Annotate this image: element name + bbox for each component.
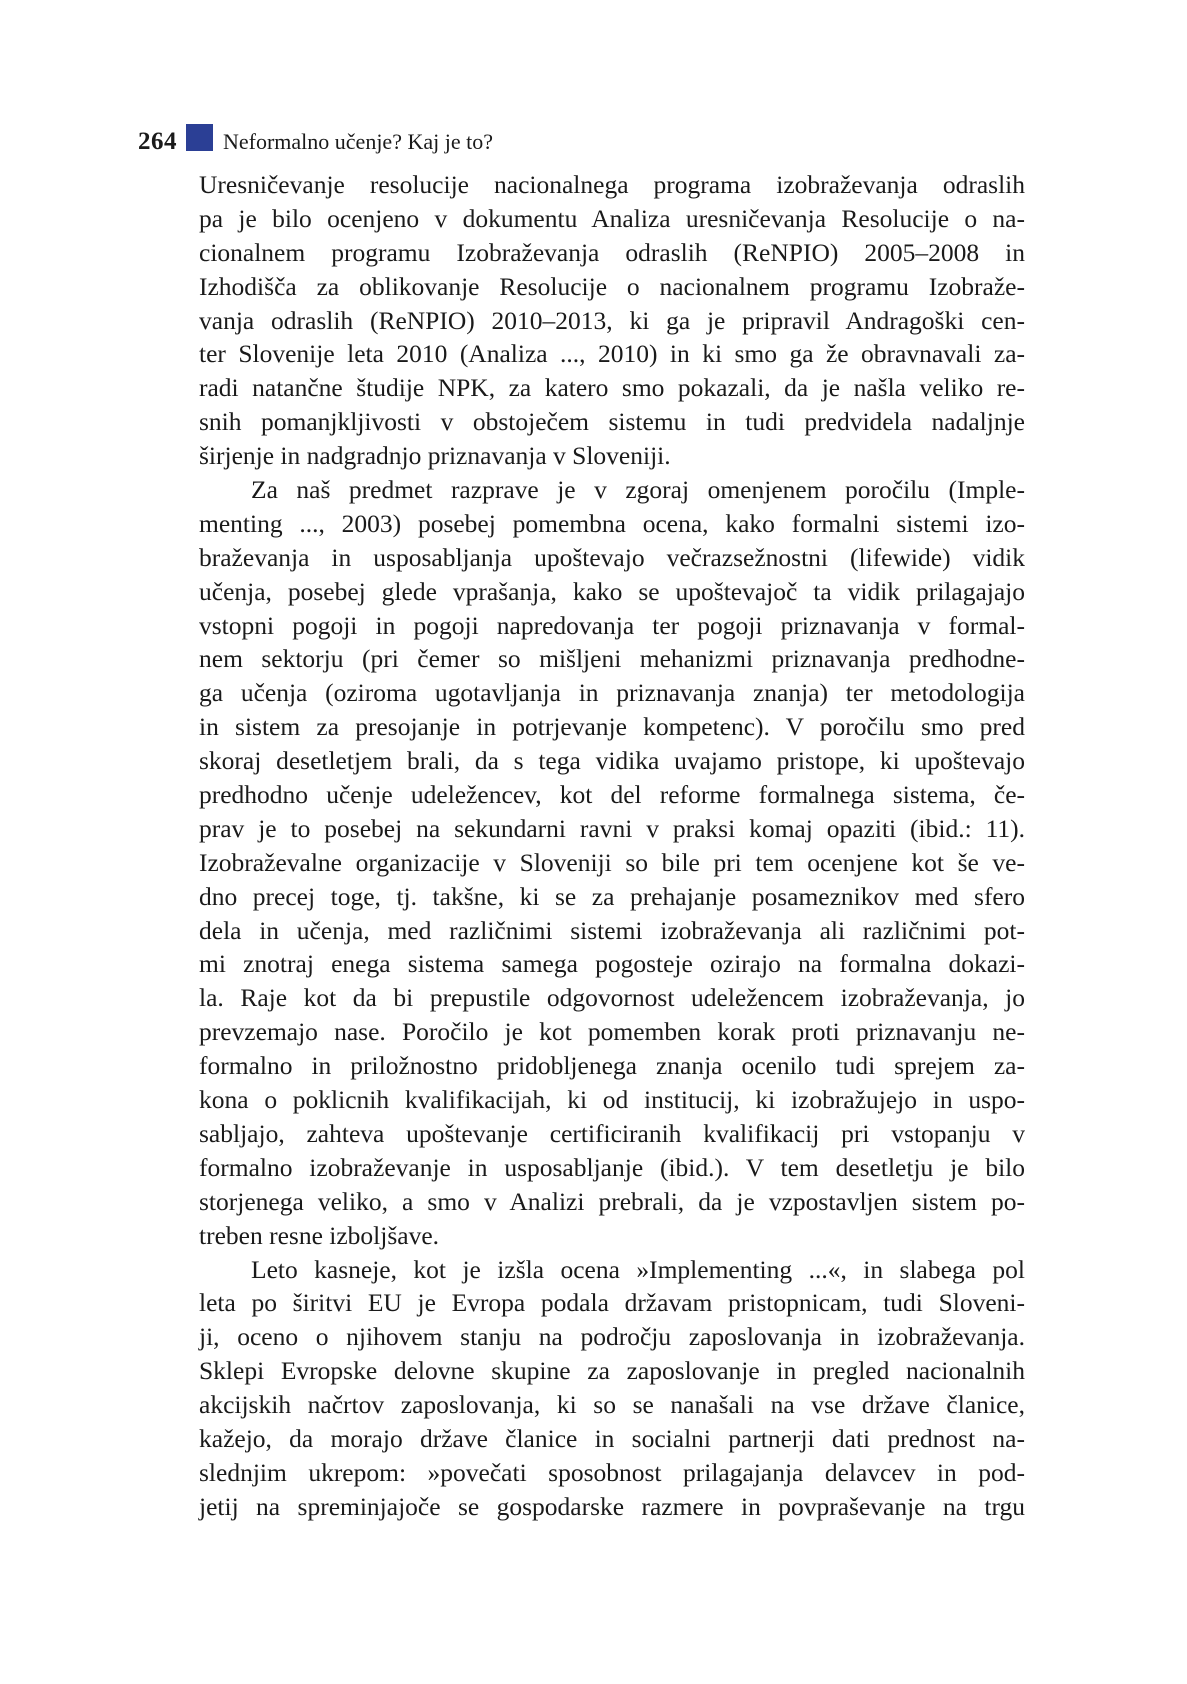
text-line: storjenega veliko, a smo v Analizi prebrali, da je vzpostavljen sistem po- — [199, 1186, 1025, 1216]
text-line: vstopni pogoji in pogoji napredovanja ter pogoji priznavanja v formal- — [199, 610, 1025, 640]
text-line: vanja odraslih (ReNPIO) 2010–2013, ki ga je pripravil Andragoški cen- — [199, 305, 1025, 335]
blue-square-icon — [186, 124, 213, 151]
text-line: snih pomanjkljivosti v obstoječem sistemu in tudi predvidela nadaljnje — [199, 407, 1025, 437]
text-line: braževanja in usposabljanja upoštevajo večrazsežnostni (lifewide) vidik — [199, 542, 1025, 572]
text-line: ji, oceno o njihovem stanju na področju zaposlovanja in izobraževanja. — [199, 1322, 1025, 1352]
text-line: jetij na spreminjajoče se gospodarske razmere in povpraševanje na trgu — [199, 1491, 1025, 1521]
text-line: leta po širitvi EU je Evropa podala državam pristopnicam, tudi Sloveni- — [199, 1288, 1025, 1318]
text-line: akcijskih načrtov zaposlovanja, ki so se nanašali na vse države članice, — [199, 1390, 1025, 1420]
page-number: 264 — [138, 128, 177, 155]
text-line: Uresničevanje resolucije nacionalnega programa izobraževanja odraslih — [199, 170, 1025, 199]
text-line: Izhodišča za oblikovanje Resolucije o nacionalnem programu Izobraže- — [199, 271, 1025, 301]
running-head — [138, 116, 493, 156]
text-line: cionalnem programu Izobraževanja odraslih (ReNPIO) 2005–2008 in — [199, 237, 1025, 267]
text-line: skoraj desetletjem brali, da s tega vidika uvajamo pristope, ki upoštevajo — [199, 746, 1025, 776]
text-line: sabljajo, zahteva upoštevanje certificiranih kvalifikacij pri vstopanju v — [199, 1118, 1025, 1148]
paragraph-2 — [199, 473, 1025, 1252]
text-line: slednjim ukrepom: »povečati sposobnost prilagajanja delavcev in pod- — [199, 1457, 1025, 1487]
text-line: prav je to posebej na sekundarni ravni v praksi komaj opaziti (ibid.: 11). — [199, 813, 1025, 843]
text-line: pa je bilo ocenjeno v dokumentu Analiza uresničevanja Resolucije o na- — [199, 203, 1025, 233]
text-line: dela in učenja, med različnimi sistemi izobraževanja ali različnimi pot- — [199, 915, 1025, 945]
text-line: predhodno učenje udeležencev, kot del reforme formalnega sistema, če- — [199, 780, 1025, 810]
paragraph-1 — [199, 168, 1025, 473]
text-line: nem sektorju (pri čemer so mišljeni mehanizmi priznavanja predhodne- — [199, 644, 1025, 674]
text-line: ga učenja (oziroma ugotavljanja in priznavanja znanja) ter metodologija — [199, 678, 1025, 708]
body-text — [199, 168, 1025, 1524]
text-line: ter Slovenije leta 2010 (Analiza ..., 2010) in ki smo ga že obravnavali za- — [199, 339, 1025, 369]
text-line: in sistem za presojanje in potrjevanje kompetenc). V poročilu smo pred — [199, 712, 1025, 742]
text-line: Sklepi Evropske delovne skupine za zaposlovanje in pregled nacionalnih — [199, 1356, 1025, 1386]
text-line: mi znotraj enega sistema samega pogosteje ozirajo na formalna dokazi- — [199, 949, 1025, 979]
text-line: prevzemajo nase. Poročilo je kot pomemben korak proti priznavanju ne- — [199, 1017, 1025, 1047]
text-line: Izobraževalne organizacije v Sloveniji so bile pri tem ocenjene kot še ve- — [199, 847, 1025, 877]
text-line: kona o poklicnih kvalifikacijah, ki od institucij, ki izobražujejo in uspo- — [199, 1085, 1025, 1115]
paragraph-3 — [199, 1253, 1025, 1524]
text-line: Za naš predmet razprave je v zgoraj omenjenem poročilu (Imple- — [251, 475, 1025, 505]
text-line: radi natančne študije NPK, za katero smo pokazali, da je našla veliko re- — [199, 373, 1025, 403]
text-line: la. Raje kot da bi prepustile odgovornost udeležencem izobraževanja, jo — [199, 983, 1025, 1013]
chapter-title: Neformalno učenje? Kaj je to? — [223, 129, 493, 154]
text-line: menting ..., 2003) posebej pomembna ocena, kako formalni sistemi izo- — [199, 508, 1025, 538]
text-line: formalno izobraževanje in usposabljanje (ibid.). V tem desetletju je bilo — [199, 1152, 1025, 1182]
text-line: širjenje in nadgradnjo priznavanja v Sloveniji. — [199, 441, 671, 471]
text-line: treben resne izboljšave. — [199, 1220, 440, 1250]
text-line: dno precej toge, tj. takšne, ki se za prehajanje posameznikov med sfero — [199, 881, 1025, 911]
text-line: učenja, posebej glede vprašanja, kako se upoštevajoč ta vidik prilagajajo — [199, 576, 1025, 606]
text-line: kažejo, da morajo države članice in socialni partnerji dati prednost na- — [199, 1423, 1025, 1453]
text-line: Leto kasneje, kot je izšla ocena »Implementing ...«, in slabega pol — [251, 1254, 1025, 1284]
text-line: formalno in priložnostno pridobljenega znanja ocenilo tudi sprejem za- — [199, 1051, 1025, 1081]
